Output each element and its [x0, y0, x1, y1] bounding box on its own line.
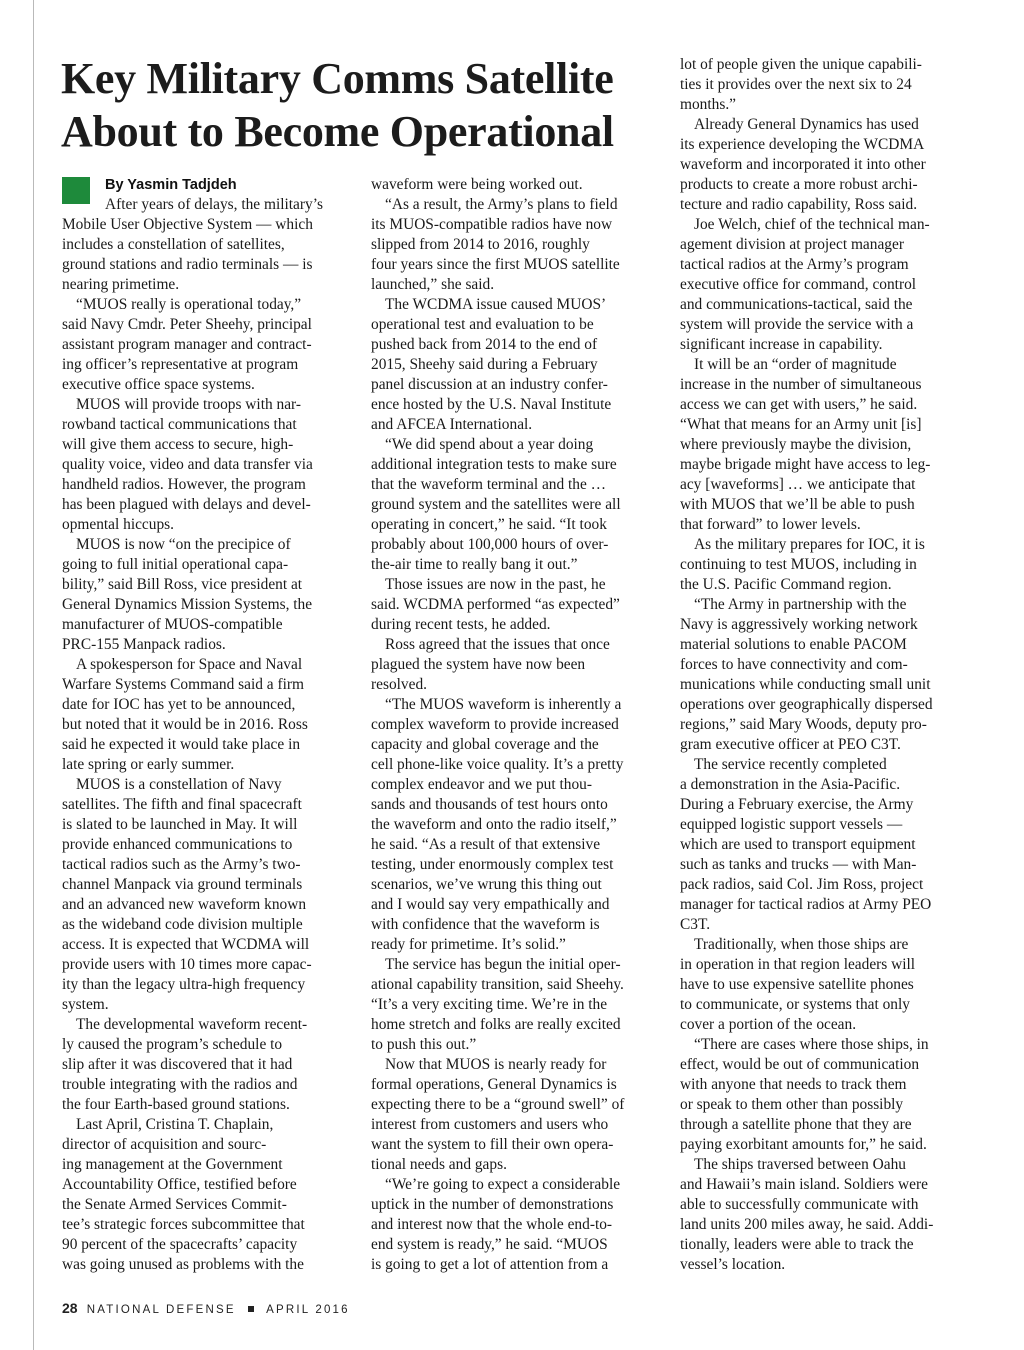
text-line: scenarios, we’ve wrung this thing out — [371, 876, 602, 893]
article-headline — [61, 52, 661, 158]
text-line: resolved. — [371, 676, 427, 693]
text-line: will give them access to secure, high- — [62, 436, 294, 453]
text-line: lot of people given the unique capabili- — [680, 56, 922, 73]
text-line: “We’re going to expect a considerable — [385, 1176, 621, 1193]
text-line: home stretch and folks are really excited — [371, 1016, 621, 1033]
article-column-2 — [371, 175, 655, 1275]
text-line: executive office for command, control — [680, 276, 917, 293]
text-line: want the system to fill their own opera- — [371, 1136, 614, 1153]
column-3-text — [680, 55, 967, 1275]
text-line: Ross agreed that the issues that once — [385, 636, 610, 653]
text-line: pushed back from 2014 to the end of — [371, 336, 598, 353]
text-line: The WCDMA issue caused MUOS’ — [385, 296, 607, 313]
text-line: interest from customers and users who — [371, 1116, 609, 1133]
text-line: Last April, Cristina T. Chaplain, — [76, 1116, 274, 1133]
text-line: the four Earth-based ground stations. — [62, 1096, 290, 1113]
text-line: Mobile User Objective System — which — [62, 216, 313, 233]
text-line: tionally, leaders were able to track the — [680, 1236, 914, 1253]
text-line: 2015, Sheehy said during a February — [371, 356, 598, 373]
text-line: as the wideband code division multiple — [62, 916, 303, 933]
text-line: executive office space systems. — [62, 376, 255, 393]
column-2-text — [371, 175, 655, 1275]
text-line: which are used to transport equipment — [680, 836, 916, 853]
text-line: system will provide the service with a — [680, 316, 914, 333]
text-line: manufacturer of MUOS-compatible — [62, 616, 283, 633]
publication-name: NATIONAL DEFENSE — [86, 1304, 236, 1316]
text-line: going to full initial operational capa- — [62, 556, 289, 573]
page-number: 28 — [62, 1300, 78, 1316]
text-line: cover a portion of the ocean. — [680, 1016, 857, 1033]
text-line: Warfare Systems Command said a firm — [62, 676, 304, 693]
text-line: and an advanced new waveform known — [62, 896, 307, 913]
text-line: cell phone-like voice quality. It’s a pretty — [371, 756, 624, 773]
text-line: equipped logistic support vessels — — [680, 816, 903, 833]
text-line: ing management at the Government — [62, 1156, 283, 1173]
text-line: The developmental waveform recent- — [76, 1016, 308, 1033]
text-line: to push this out.” — [371, 1036, 477, 1053]
text-line: “The Army in partnership with the — [694, 596, 907, 613]
text-line: tee’s strategic forces subcommittee that — [62, 1216, 305, 1233]
text-line: MUOS is a constellation of Navy — [76, 776, 282, 793]
text-line: PRC-155 Manpack radios. — [62, 636, 226, 653]
text-line: said he expected it would take place in — [62, 736, 301, 753]
text-line: handheld radios. However, the program — [62, 476, 306, 493]
text-line: significant increase in capability. — [680, 336, 883, 353]
text-line: products to create a more robust archi- — [680, 176, 918, 193]
text-line: The service has begun the initial oper- — [385, 956, 621, 973]
headline-line-1: Key Military Comms Satellite — [61, 54, 614, 103]
text-line: through a satellite phone that they are — [680, 1116, 912, 1133]
text-line: acy [waveforms] … we anticipate that — [680, 476, 916, 493]
text-line: or speak to them other than possibly — [680, 1096, 904, 1113]
text-line: slipped from 2014 to 2016, roughly — [371, 236, 590, 253]
text-line: Traditionally, when those ships are — [694, 936, 909, 953]
text-line: vessel’s location. — [680, 1256, 786, 1273]
page-footer — [62, 1300, 350, 1320]
text-line: plagued the system have now been — [371, 656, 586, 673]
text-line: Those issues are now in the past, he — [385, 576, 606, 593]
text-line: additional integration tests to make sure — [371, 456, 617, 473]
text-line: “As a result, the Army’s plans to field — [385, 196, 618, 213]
text-line: four years since the first MUOS satellite — [371, 256, 620, 273]
article-column-3 — [680, 55, 967, 1275]
text-line: with MUOS that we’ll be able to push — [680, 496, 915, 513]
text-line: ready for primetime. It’s solid.” — [371, 936, 566, 953]
text-line: During a February exercise, the Army — [680, 796, 914, 813]
text-line: waveform were being worked out. — [371, 176, 583, 193]
text-line: end system is ready,” he said. “MUOS — [371, 1236, 608, 1253]
text-line: includes a constellation of satellites, — [62, 236, 285, 253]
text-line: that the waveform terminal and the … — [371, 476, 607, 493]
text-line: but noted that it would be in 2016. Ross — [62, 716, 308, 733]
text-line: gram executive officer at PEO C3T. — [680, 736, 901, 753]
text-line: system. — [62, 996, 109, 1013]
text-line: that forward” to lower levels. — [680, 516, 861, 533]
text-line: sands and thousands of test hours onto — [371, 796, 608, 813]
text-line: ground stations and radio terminals — is — [62, 256, 313, 273]
text-line: probably about 100,000 hours of over- — [371, 536, 609, 553]
text-line: continuing to test MUOS, including in — [680, 556, 917, 573]
text-line: operations over geographically dispersed — [680, 696, 933, 713]
text-line: and communications-tactical, said the — [680, 296, 913, 313]
text-line: trouble integrating with the radios and — [62, 1076, 298, 1093]
text-line: panel discussion at an industry confer- — [371, 376, 608, 393]
text-line: was going unused as problems with the — [62, 1256, 304, 1273]
text-line: testing, under enormously complex test — [371, 856, 614, 873]
text-line: regions,” said Mary Woods, deputy pro- — [680, 716, 927, 733]
text-line: ties it provides over the next six to 24 — [680, 76, 912, 93]
text-line: assistant program manager and contract- — [62, 336, 312, 353]
text-line: with confidence that the waveform is — [371, 916, 600, 933]
text-line: the waveform and onto the radio itself,” — [371, 816, 617, 833]
text-line: to communicate, or systems that only — [680, 996, 910, 1013]
text-line: formal operations, General Dynamics is — [371, 1076, 617, 1093]
text-line: “We did spend about a year doing — [385, 436, 594, 453]
text-line: launched,” she said. — [371, 276, 495, 293]
text-line: pack radios, said Col. Jim Ross, project — [680, 876, 924, 893]
text-line: operating in concert,” he said. “It took — [371, 516, 607, 533]
article-column-1 — [62, 175, 354, 1275]
text-line: access. It is expected that WCDMA will — [62, 936, 310, 953]
text-line: complex waveform to provide increased — [371, 716, 619, 733]
text-line: A spokesperson for Space and Naval — [76, 656, 303, 673]
text-line: 90 percent of the spacecrafts’ capacity — [62, 1236, 298, 1253]
text-line: MUOS will provide troops with nar- — [76, 396, 301, 413]
text-line: ence hosted by the U.S. Naval Institute — [371, 396, 612, 413]
text-line: date for IOC has yet to be announced, — [62, 696, 296, 713]
byline-row — [62, 175, 354, 195]
text-line: Joe Welch, chief of the technical man- — [694, 216, 930, 233]
text-line: operational test and evaluation to be — [371, 316, 594, 333]
text-line: ing officer’s representative at program — [62, 356, 299, 373]
text-line: increase in the number of simultaneous — [680, 376, 922, 393]
text-line: complex endeavor and we put thou- — [371, 776, 592, 793]
text-line: months.” — [680, 96, 737, 113]
text-line: Navy is aggressively working network — [680, 616, 918, 633]
text-line: tional needs and gaps. — [371, 1156, 507, 1173]
text-line: satellites. The fifth and final spacecraft — [62, 796, 302, 813]
text-line: opmental hiccups. — [62, 516, 174, 533]
text-line: and Hawaii’s main island. Soldiers were — [680, 1176, 928, 1193]
text-line: late spring or early summer. — [62, 756, 235, 773]
issue-date: APRIL 2016 — [266, 1304, 350, 1316]
text-line: forces to have connectivity and com- — [680, 656, 908, 673]
text-line: ity than the legacy ultra-high frequency — [62, 976, 306, 993]
text-line: provide enhanced communications to — [62, 836, 293, 853]
text-line: General Dynamics Mission Systems, the — [62, 596, 313, 613]
text-line: manager for tactical radios at Army PEO — [680, 896, 932, 913]
text-line: and I would say very empathically and — [371, 896, 610, 913]
text-line: able to successfully communicate with — [680, 1196, 919, 1213]
text-line: the Senate Armed Services Commit- — [62, 1196, 287, 1213]
footer-separator-square — [248, 1306, 254, 1312]
text-line: ground system and the satellites were all — [371, 496, 621, 513]
text-line: It will be an “order of magnitude — [694, 356, 897, 373]
text-line: ly caused the program’s schedule to — [62, 1036, 283, 1053]
text-line: capacity and global coverage and the — [371, 736, 599, 753]
text-line: have to use expensive satellite phones — [680, 976, 914, 993]
text-line: The ships traversed between Oahu — [694, 1156, 906, 1173]
text-line: bility,” said Bill Ross, vice president at — [62, 576, 303, 593]
text-line: agement division at project manager — [680, 236, 904, 253]
text-line: such as tanks and trucks — with Man- — [680, 856, 917, 873]
text-line: effect, would be out of communication — [680, 1056, 920, 1073]
text-line: and AFCEA International. — [371, 416, 533, 433]
text-line: its experience developing the WCDMA — [680, 136, 925, 153]
text-line: land units 200 miles away, he said. Addi- — [680, 1216, 934, 1233]
text-line: in operation in that region leaders will — [680, 956, 916, 973]
text-line: The service recently completed — [694, 756, 887, 773]
text-line: As the military prepares for IOC, it is — [694, 536, 925, 553]
text-line: nearing primetime. — [62, 276, 180, 293]
page-edge-rule — [33, 0, 34, 1350]
column-1-text — [62, 195, 354, 1275]
text-line: a demonstration in the Asia-Pacific. — [680, 776, 901, 793]
text-line: quality voice, video and data transfer via — [62, 456, 313, 473]
text-line: “MUOS really is operational today,” — [76, 296, 302, 313]
text-line: “The MUOS waveform is inherently a — [385, 696, 622, 713]
text-line: said Navy Cmdr. Peter Sheehy, principal — [62, 316, 312, 333]
text-line: paying exorbitant amounts for,” he said. — [680, 1136, 927, 1153]
text-line: the U.S. Pacific Command region. — [680, 576, 892, 593]
text-line: Now that MUOS is nearly ready for — [385, 1056, 607, 1073]
headline-line-2: About to Become Operational — [61, 107, 614, 156]
text-line: ational capability transition, said Sheehy. — [371, 976, 624, 993]
text-line: slip after it was discovered that it had — [62, 1056, 293, 1073]
text-line: Accountability Office, testified before — [62, 1176, 297, 1193]
text-line: during recent tests, he added. — [371, 616, 551, 633]
text-line: is going to get a lot of attention from a — [371, 1256, 609, 1273]
text-line: the-air time to really bang it out.” — [371, 556, 578, 573]
text-line: director of acquisition and sourc- — [62, 1136, 267, 1153]
text-line: Already General Dynamics has used — [694, 116, 919, 133]
text-line: maybe brigade might have access to leg- — [680, 456, 931, 473]
text-line: and interest now that the whole end-to- — [371, 1216, 613, 1233]
text-line: said. WCDMA performed “as expected” — [371, 596, 620, 613]
text-line: its MUOS-compatible radios have now — [371, 216, 613, 233]
text-line: channel Manpack via ground terminals — [62, 876, 303, 893]
text-line: where previously maybe the division, — [680, 436, 912, 453]
text-line: After years of delays, the military’s — [105, 196, 323, 213]
text-line: tactical radios at the Army’s program — [680, 256, 909, 273]
text-line: “What that means for an Army unit [is] — [680, 416, 922, 433]
text-line: he said. “As a result of that extensive — [371, 836, 601, 853]
text-line: is slated to be launched in May. It will — [62, 816, 298, 833]
text-line: material solutions to enable PACOM — [680, 636, 907, 653]
text-line: access we can get with users,” he said. — [680, 396, 918, 413]
text-line: uptick in the number of demonstrations — [371, 1196, 614, 1213]
text-line: “There are cases where those ships, in — [694, 1036, 929, 1053]
text-line: expecting there to be a “ground swell” of — [371, 1096, 625, 1113]
text-line: tecture and radio capability, Ross said. — [680, 196, 918, 213]
section-marker-square — [62, 177, 90, 204]
text-line: C3T. — [680, 916, 711, 933]
text-line: MUOS is now “on the precipice of — [76, 536, 291, 553]
text-line: rowband tactical communications that — [62, 416, 297, 433]
text-line: tactical radios such as the Army’s two- — [62, 856, 301, 873]
text-line: “It’s a very exciting time. We’re in the — [371, 996, 608, 1013]
text-line: has been plagued with delays and devel- — [62, 496, 311, 513]
text-line: munications while conducting small unit — [680, 676, 931, 693]
text-line: waveform and incorporated it into other — [680, 156, 926, 173]
text-line: provide users with 10 times more capac- — [62, 956, 312, 973]
byline: By Yasmin Tadjdeh — [105, 177, 237, 193]
text-line: with anyone that needs to track them — [680, 1076, 907, 1093]
